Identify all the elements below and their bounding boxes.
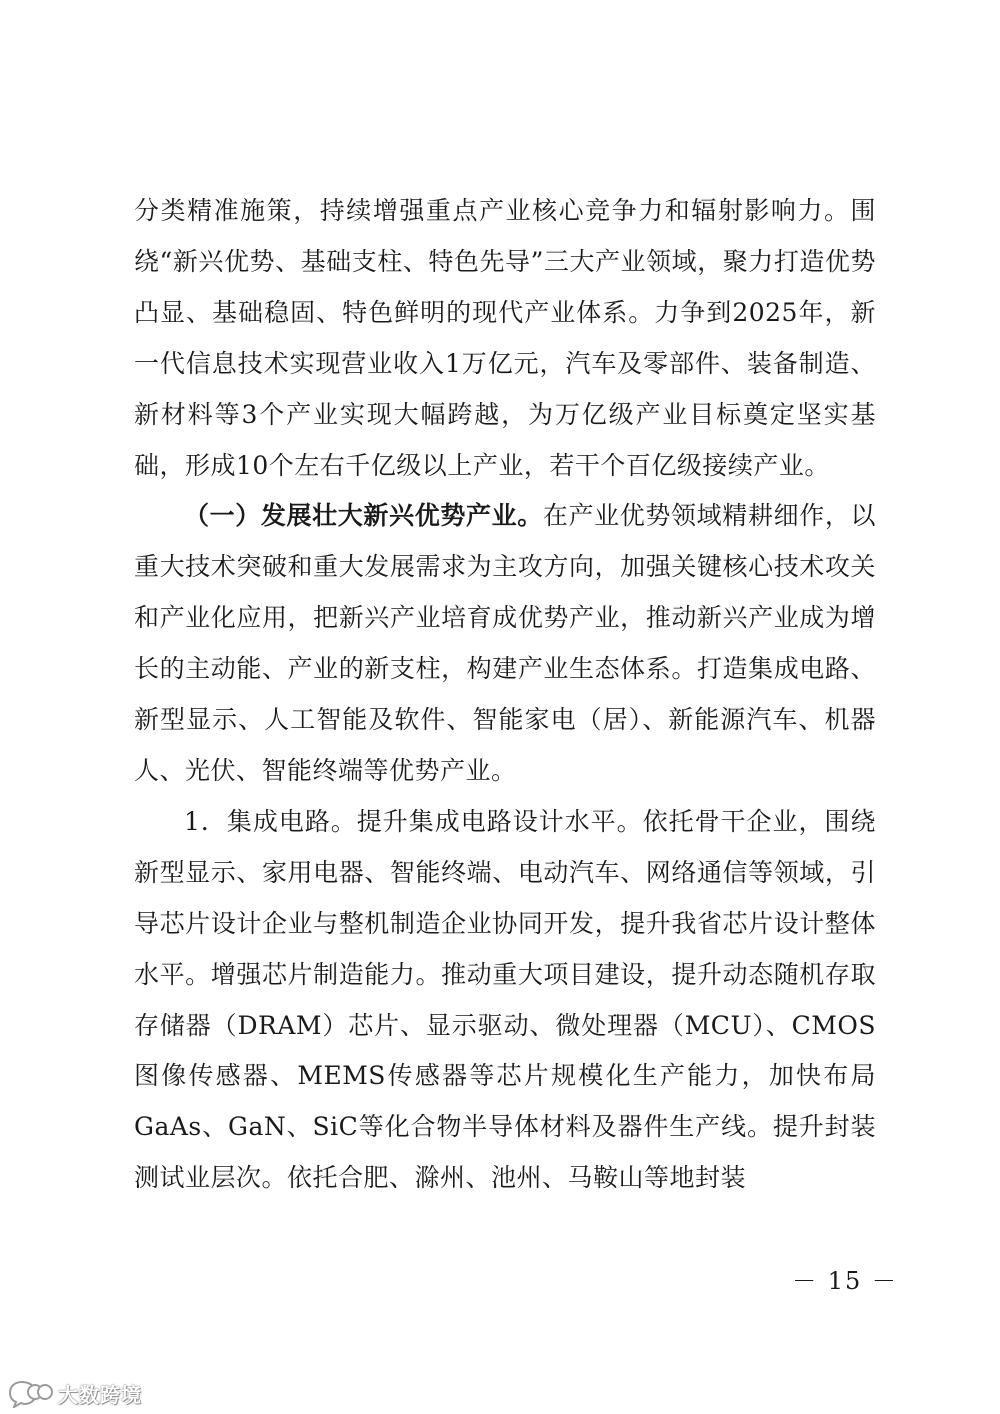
paragraph-1 (134, 186, 876, 491)
paragraph-2-text: 在产业优势领域精耕细作，以重大技术突破和重大发展需求为主攻方向，加强关键核心技术攻关和产业化应用，把新兴产业培育成优势产业，推动新兴产业成为增长的主动能、产业的新支柱，构建产业生态体系。打造集成电路、新型显示、人工智能及软件、智能家电（居）、新能源汽车、机器人、光伏、智能终端等优势产业。 (134, 501, 876, 785)
section-heading: （一）发展壮大新兴优势产业。 (184, 501, 543, 531)
body-text (134, 186, 876, 1204)
paragraph-2 (134, 491, 876, 796)
paragraph-3 (134, 797, 876, 1204)
page-number: － 15 － (792, 1267, 898, 1295)
watermark-text: 大数跨境 (58, 1382, 142, 1407)
paragraph-3-text: 1．集成电路。提升集成电路设计水平。依托骨干企业，围绕新型显示、家用电器、智能终端、电动汽车、网络通信等领域，引导芯片设计企业与整机制造企业协同开发，提升我省芯片设计整体水平。增强芯片制造能力。推动重大项目建设，提升动态随机存取存储器（DRAM）芯片、显示驱动、微处理器（MCU）、CMOS图像传感器、MEMS传感器等芯片规模化生产能力，加快布局GaAs、GaN、SiC等化合物半导体材料及器件生产线。提升封装测试业层次。依托合肥、滁州、池州、马鞍山等地封装 (134, 806, 876, 1193)
chat-bubble-logo-icon (8, 1378, 54, 1408)
paragraph-1-text: 分类精准施策，持续增强重点产业核心竞争力和辐射影响力。围绕“新兴优势、基础支柱、特色先导”三大产业领域，聚力打造优势凸显、基础稳固、特色鲜明的现代产业体系。力争到2025年，新一代信息技术实现营业收入1万亿元，汽车及零部件、装备制造、新材料等3个产业实现大幅跨越，为万亿级产业目标奠定坚实基础，形成10个左右千亿级以上产业，若干个百亿级接续产业。 (134, 196, 876, 480)
watermark (8, 1376, 142, 1410)
